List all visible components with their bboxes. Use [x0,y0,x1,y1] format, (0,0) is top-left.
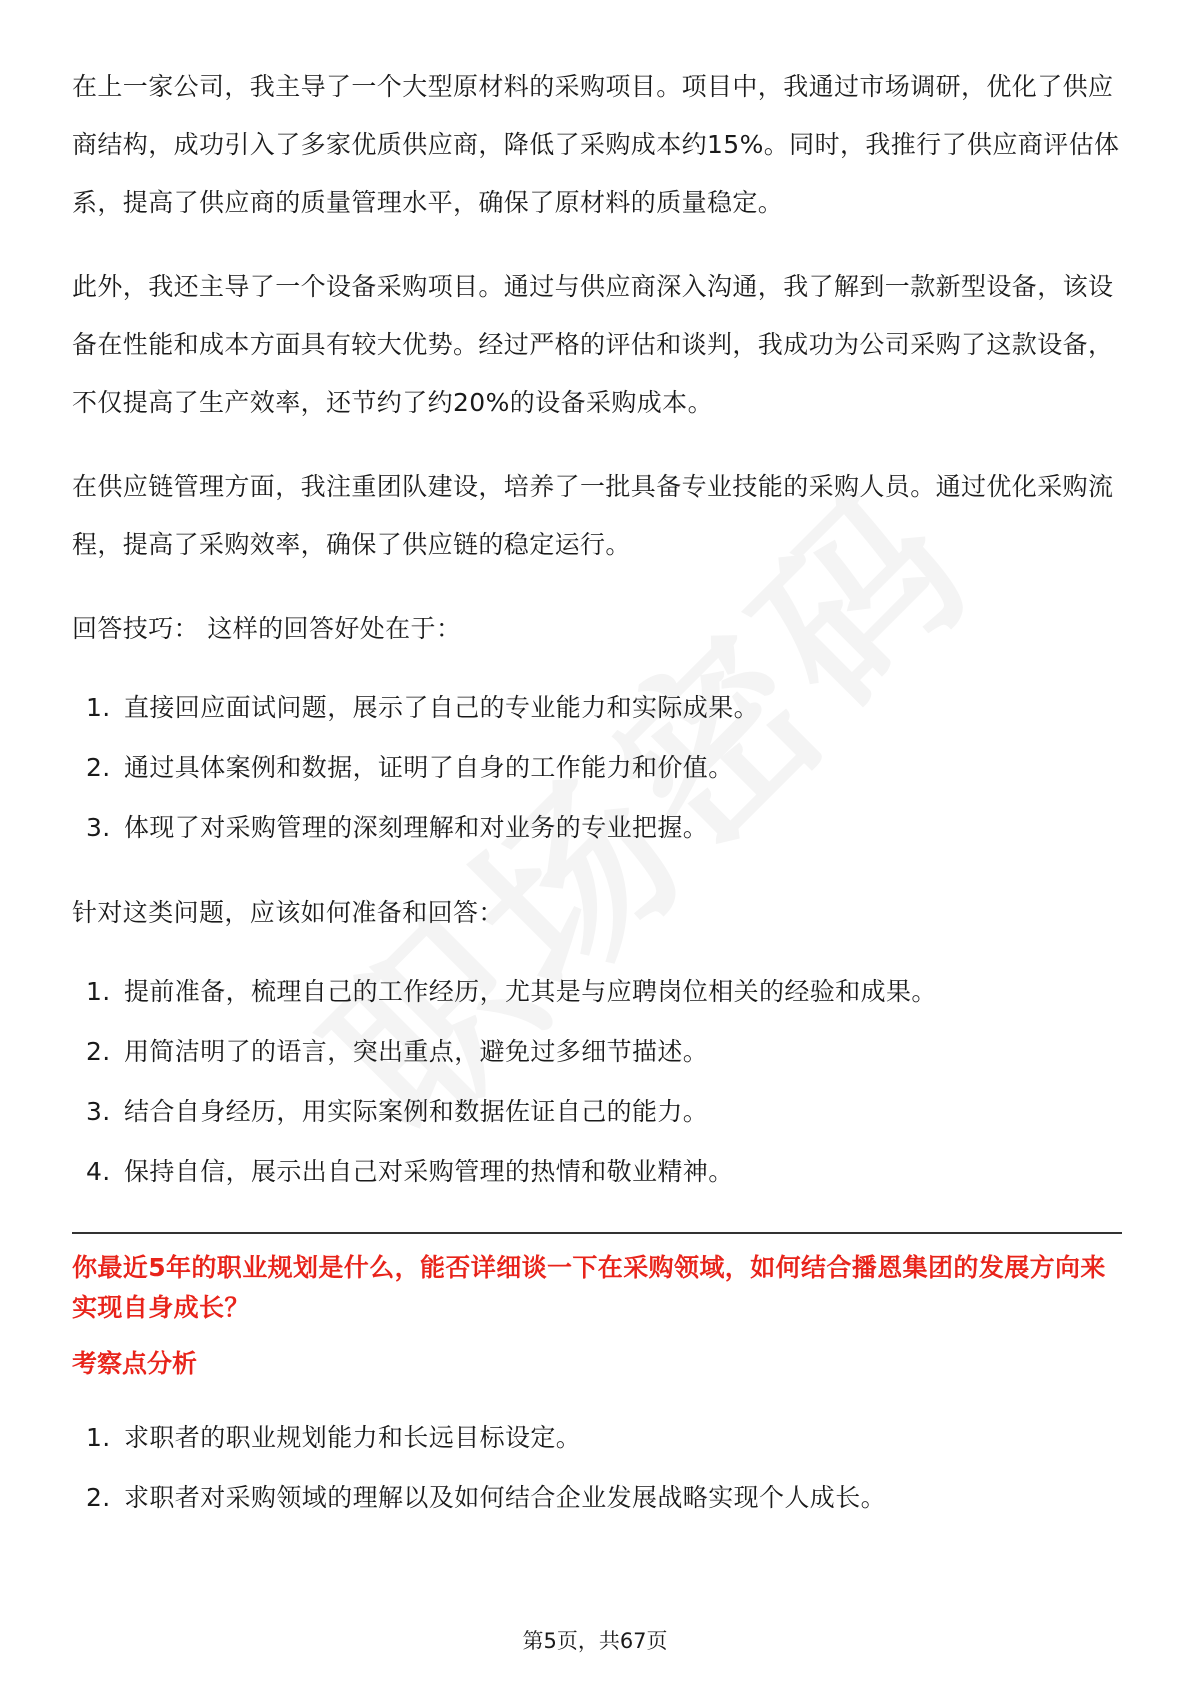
list-item [72,1468,1122,1528]
list-item [72,962,1122,1022]
prep-intro: 针对这类问题，应该如何准备和回答： [72,898,504,927]
list-text: 通过具体案例和数据，证明了自身的工作能力和价值。 [124,753,734,782]
list-number: 4. [86,1157,111,1186]
page-footer: 第5页，共67页 [522,1629,668,1653]
list-number: 3. [86,813,111,842]
paragraph-equipment-project: 此外，我还主导了一个设备采购项目。通过与供应商深入沟通，我了解到一款新型设备，该设备在性能和成本方面具有较大优势。经过严格的评估和谈判，我成功为公司采购了这款设备，不仅提高了生产效率，还节约了约20%的设备采购成本。 [72,272,1114,417]
list-number: 2. [86,1483,111,1512]
list-item [72,1022,1122,1082]
list-number: 2. [86,1037,111,1066]
paragraph-supply-chain: 在供应链管理方面，我注重团队建设，培养了一批具备专业技能的采购人员。通过优化采购流程，提高了采购效率，确保了供应链的稳定运行。 [72,472,1114,559]
paragraph-procurement-project: 在上一家公司，我主导了一个大型原材料的采购项目。项目中，我通过市场调研，优化了供应商结构，成功引入了多家优质供应商，降低了采购成本约15%。同时，我推行了供应商评估体系，提高了供应商的质量管理水平，确保了原材料的质量稳定。 [72,72,1120,217]
list-item [72,738,1122,798]
list-text: 结合自身经历，用实际案例和数据佐证自己的能力。 [124,1097,709,1126]
list-number: 1. [86,693,111,722]
list-item [72,678,1122,738]
list-item [72,1142,1122,1202]
list-number: 1. [86,1423,111,1452]
page-content [72,58,1122,1554]
prep-list [72,962,1122,1202]
list-text: 直接回应面试问题，展示了自己的专业能力和实际成果。 [124,693,760,722]
tips-list [72,678,1122,858]
list-number: 2. [86,753,111,782]
analysis-heading: 考察点分析 [72,1349,198,1378]
list-number: 3. [86,1097,111,1126]
list-item [72,1082,1122,1142]
question-heading: 你最近5年的职业规划是什么，能否详细谈一下在采购领域，如何结合播恩集团的发展方向来实现自身成长？ [72,1253,1106,1322]
list-item [72,798,1122,858]
list-text: 求职者对采购领域的理解以及如何结合企业发展战略实现个人成长。 [124,1483,887,1512]
tips-intro: 回答技巧： 这样的回答好处在于： [72,614,462,643]
list-text: 保持自信，展示出自己对采购管理的热情和敬业精神。 [124,1157,734,1186]
list-item [72,1408,1122,1468]
list-text: 提前准备，梳理自己的工作经历，尤其是与应聘岗位相关的经验和成果。 [124,977,937,1006]
list-number: 1. [86,977,111,1006]
list-text: 用简洁明了的语言，突出重点，避免过多细节描述。 [124,1037,709,1066]
list-text: 求职者的职业规划能力和长远目标设定。 [124,1423,582,1452]
analysis-list [72,1408,1122,1528]
section-divider [72,1232,1122,1234]
list-text: 体现了对采购管理的深刻理解和对业务的专业把握。 [124,813,709,842]
